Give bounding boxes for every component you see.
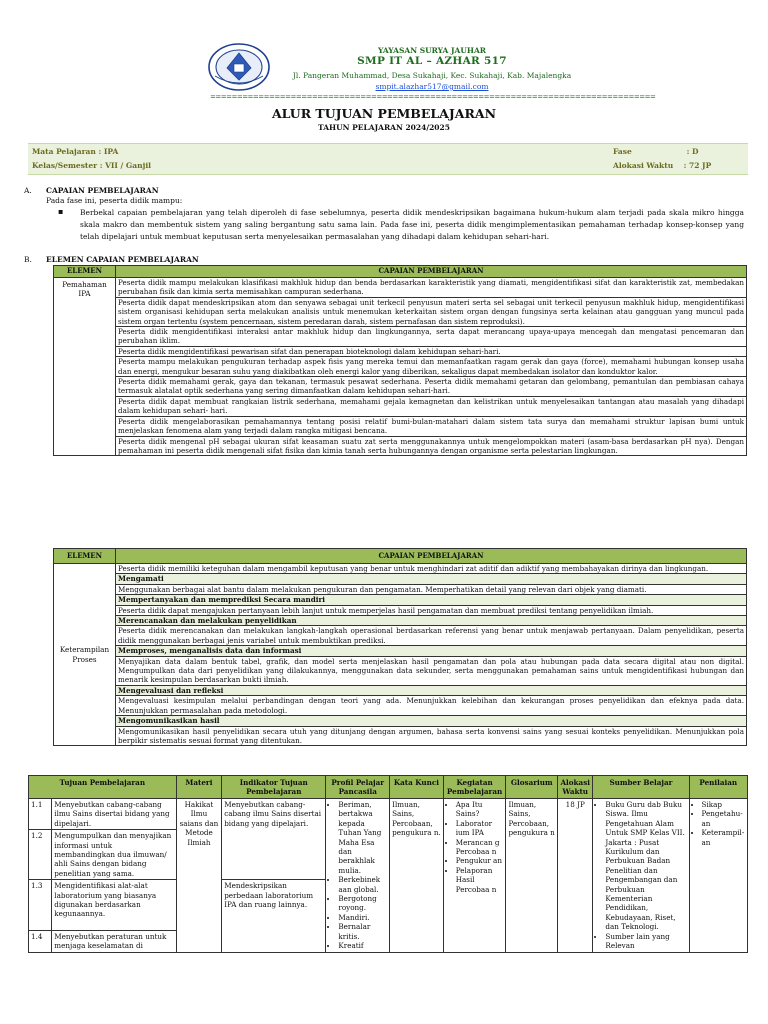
capaian-row: Peserta didik mampu melakukan klasifikasi makhluk hidup dan benda berdasarkan karakteristik yang diamati, mengidentifikasi sifat dan karakteristik zat, membedakan perubahan fisik dan kimia serta memisahkan campuran sederhana.: [116, 278, 747, 298]
skill-description: Mengomunikasikan hasil penyelidikan secara utuh yang ditunjang dengan argumen, bahasa serta konvensi sains yang sesuai konteks penyelidikan. Menunjukkan pola berpikir sistematis sesuai format yang ditentukan.: [116, 726, 747, 746]
elemen-header: ELEMEN: [54, 549, 116, 564]
header-sumber: Sumber Belajar: [593, 776, 689, 799]
header-kegiatan: Kegiatan Pembelajaran: [443, 776, 506, 799]
school-email-link[interactable]: smpit.alazhar517@gmail.com: [375, 82, 489, 91]
elemen-header: ELEMEN: [54, 266, 116, 278]
sumber-cell: [593, 799, 689, 953]
elemen-cell: Keterampilan Proses: [54, 564, 116, 746]
skill-heading: Merencanakan dan melakukan penyelidikan: [116, 616, 747, 626]
tp-text: Menyebutkan peraturan untuk menjaga keselamatan di: [52, 930, 176, 952]
capaian-row: Peserta mampu melakukan pengukuran terhadap aspek fisis yang mereka temui dan memanfaatkan ragam gerak dan gaya (force), memahami hubungan konsep usaha dan energi, mengukur besaran suhu yang diakibatkan oleh energi kalor yang diberikan, sekaligus dapat membedakan isolator dan konduktor kalor.: [116, 357, 747, 377]
profil-item: • Kreatif: [338, 941, 387, 950]
sumber-item: • Sumber lain yang Relevan: [605, 932, 686, 951]
subject-label: Mata Pelajaran : IPA: [32, 147, 119, 156]
kata-kunci-cell: Ilmuan, Sains, Percobaan, pengukura n.: [390, 799, 444, 953]
skill-heading: Mempertanyakan dan memprediksi Secara mandiri: [116, 595, 747, 605]
alokasi-cell: 18 JP: [558, 799, 593, 953]
phase-label: Fase : D: [613, 147, 699, 156]
indikator-cell: Mendeskripsikan perbedaan laboratorium IPA dan ruang lainnya.: [222, 880, 326, 952]
header-alokasi: Alokasi Waktu: [558, 776, 593, 799]
section-a-number: A.: [24, 186, 32, 195]
section-a-bullet-text: Berbekal capaian pembelajaran yang telah diperoleh di fase sebelumnya, peserta didik mendeskripsikan bagaimana hukum-hukum alam terjadi pada skala mikro hingga skala makro dan membentuk sistem yang saling bergantung satu sama lain. Pada fase ini, peserta didik mengimplementasikan pemahaman terhadap konsep-konsep yang telah dipelajari untuk membuat keputusan serta menyelesaikan permasalahan yang dihadapi dalam kehidupan sehari-hari.: [80, 208, 744, 241]
materi-cell: Hakikat Ilmu saians dan Metode Ilmiah: [176, 799, 222, 953]
learning-objectives-table: [28, 775, 748, 953]
skill-heading: Mengamati: [116, 574, 747, 584]
tp-number: 1.2: [29, 830, 52, 880]
tp-text: Mengidentifikasi alat-alat laboratorium yang biasanya digunakan berdasarkan kegunaannya.: [52, 880, 176, 930]
profil-item: • Beriman, bertakwa kepada Tuhan Yang Maha Esa dan berakhlak mulia.: [338, 800, 387, 875]
indikator-cell: Menyebutkan cabang-cabang ilmu Sains disertai bidang yang dipelajari.: [222, 799, 326, 880]
profil-item: • Mandiri.: [338, 913, 387, 922]
kegiatan-item: • Apa Itu Sains?: [456, 800, 504, 819]
course-info-band: [28, 143, 748, 175]
kegiatan-item: • Merancan g Percobaa n: [456, 838, 504, 857]
capaian-row: Peserta didik mengenal pH sebagai ukuran sifat keasaman suatu zat serta menggunakannya untuk mengelompokkan materi (asam-basa berdasarkan pH nya). Dengan pemahaman ini peserta didik mengenali sifat fisika dan kimia tanah serta hubungannya dengan organisme serta pelestarian lingkungan.: [116, 436, 747, 456]
section-a-heading: CAPAIAN PEMBELAJARAN: [46, 186, 159, 195]
skill-heading: Mengevaluasi dan refleksi: [116, 685, 747, 695]
skill-heading: Memproses, menganalisis data dan informasi: [116, 646, 747, 656]
header-indikator: Indikator Tujuan Pembelajaran: [222, 776, 326, 799]
glosarium-cell: Ilmuan, Sains, Percobaan, pengukura n: [506, 799, 558, 953]
academic-year: TAHUN PELAJARAN 2024/2025: [318, 123, 450, 132]
penilaian-cell: [689, 799, 747, 953]
header-penilaian: Penilaian: [689, 776, 747, 799]
letterhead-divider: ===================================================================================: [210, 93, 656, 101]
school-address: Jl. Pangeran Muhammad, Desa Sukahaji, Kec. Sukahaji, Kab. Majalengka: [292, 71, 572, 80]
bullet-marker: ▪: [58, 207, 64, 216]
capaian-row: Peserta didik memiliki keteguhan dalam mengambil keputusan yang benar untuk menghindari zat aditif dan adiktif yang membahayakan dirinya dan lingkungan.: [116, 564, 747, 574]
skill-description: Menggunakan berbagai alat bantu dalam melakukan pengukuran dan pengamatan. Memperhatikan detail yang relevan dari objek yang diamati.: [116, 584, 747, 594]
kegiatan-item: • Pelaporan Hasil Percobaa n: [456, 866, 504, 894]
tp-text: Mengumpulkan dan menyajikan informasi untuk membandingkan dua ilmuwan/ ahli Sains dengan bidang penelitian yang sama.: [52, 830, 176, 880]
header-tujuan: Tujuan Pembelajaran: [29, 776, 177, 799]
profil-cell: [326, 799, 390, 953]
capaian-row: Peserta didik memahami gerak, gaya dan tekanan, termasuk pesawat sederhana. Peserta didik memahami getaran dan gelombang, pemantulan dan pembiasan cahaya termasuk alatalat optik sederhana yang sering dimanfaatkan dalam kehidupan sehari-hari.: [116, 377, 747, 397]
header-materi: Materi: [176, 776, 222, 799]
penilaian-item: • Pengetahu-an: [702, 809, 745, 828]
kegiatan-cell: [443, 799, 506, 953]
time-allocation-label: Alokasi Waktu : 72 JP: [613, 161, 712, 170]
tp-number: 1.3: [29, 880, 52, 930]
section-b-number: B.: [24, 255, 32, 264]
sumber-item: • Buku Guru dab Buku Siswa. Ilmu Pengetahuan Alam Untuk SMP Kelas VII. Jakarta : Pusat Kurikulum dan Perbukuan Badan Penelitian dan Pengembangan dan Perbukuan Kementerian Pendidikan, Kebudayaan, Riset, dan Teknologi.: [605, 800, 686, 932]
class-semester-label: Kelas/Semester : VII / Ganjil: [32, 161, 152, 170]
capaian-row: Peserta didik mengidentifikasi interaksi antar makhluk hidup dan lingkungannya, serta dapat merancang upaya-upaya mencegah dan mengatasi pencemaran dan perubahan iklim.: [116, 327, 747, 347]
capaian-row: Peserta didik dapat mendeskripsikan atom dan senyawa sebagai unit terkecil penyusun materi serta sel sebagai unit terkecil penyusun makhluk hidup, mengidentifikasi sistem organisasi kehidupan serta melakukan analisis untuk menemukan keterkaitan sistem organ dengan fungsinya serta kelainan atau gangguan yang muncul pada sistem organ tertentu (system pencernaan, sistem peredaran darah, sistem pernafasan dan sistem reproduksi).: [116, 297, 747, 326]
profil-item: • Bergotong royong.: [338, 894, 387, 913]
skill-description: Menyajikan data dalam bentuk tabel, grafik, dan model serta menjelaskan hasil pengamatan dan pola atau hubungan pada data secara digital atau non digital. Mengumpulkan data dari penyelidikan yang dilakukannya, menggunakan data sekunder, serta menggunakan pemahaman sains untuk mengidentifikasi hubungan dan menarik kesimpulan berdasarkan bukti ilmiah.: [116, 656, 747, 685]
elemen-table-keterampilan: [53, 548, 747, 746]
header-kata-kunci: Kata Kunci: [390, 776, 444, 799]
kegiatan-item: • Pengukur an: [456, 856, 504, 865]
penilaian-item: • Sikap: [702, 800, 745, 809]
capaian-row: Peserta didik mengelaborasikan pemahamannya tentang posisi relatif bumi-bulan-matahari dalam sistem tata surya dan memahami struktur lapisan bumi untuk menjelaskan fenomena alam yang terjadi dalam rangka mitigasi bencana.: [116, 416, 747, 436]
penilaian-item: • Keterampil-an: [702, 828, 745, 847]
elemen-cell: Pemahaman IPA: [54, 278, 116, 456]
profil-item: • Berkebinek aan global.: [338, 875, 387, 894]
profil-item: • Bernalar kritis.: [338, 922, 387, 941]
skill-description: Peserta didik merencanakan dan melakukan langkah-langkah operasional berdasarkan referensi yang benar untuk menjawab pertanyaan. Dalam penyelidikan, peserta didik menggunakan berbagai jenis variabel untuk membuktikan prediksi.: [116, 626, 747, 646]
kegiatan-item: • Laborator ium IPA: [456, 819, 504, 838]
foundation-name: YAYASAN SURYA JAUHAR: [377, 46, 487, 55]
section-a-intro: Pada fase ini, peserta didik mampu:: [46, 196, 183, 205]
elemen-table-pemahaman: [53, 265, 747, 456]
capaian-header: CAPAIAN PEMBELAJARAN: [116, 266, 747, 278]
section-b-heading: ELEMEN CAPAIAN PEMBELAJARAN: [46, 255, 199, 264]
document-title: ALUR TUJUAN PEMBELAJARAN: [271, 106, 497, 121]
header-glosarium: Glosarium: [506, 776, 558, 799]
capaian-row: Peserta didik dapat membuat rangkaian listrik sederhana, memahami gejala kemagnetan dan kelistrikan untuk menyelesaikan tantangan atau masalah yang dihadapi dalam kehidupan sehari- hari.: [116, 396, 747, 416]
capaian-row: Peserta didik mengidentifikasi pewarisan sifat dan penerapan bioteknologi dalam kehidupan sehari-hari.: [116, 346, 747, 356]
skill-description: Mengevaluasi kesimpulan melalui perbandingan dengan teori yang ada. Menunjukkan kelebihan dan kekurangan proses penyelidikan dan efeknya pada data. Menunjukkan permasalahan pada metodologi.: [116, 696, 747, 716]
school-name: SMP IT AL – AZHAR 517: [357, 55, 507, 67]
tp-text: Menyebutkan cabang-cabang ilmu Sains disertai bidang yang dipelajari.: [52, 799, 176, 830]
header-profil: Profil Pelajar Pancasila: [326, 776, 390, 799]
tp-number: 1.4: [29, 930, 52, 952]
tp-number: 1.1: [29, 799, 52, 830]
skill-heading: Mengomunikasikan hasil: [116, 716, 747, 726]
skill-description: Peserta didik dapat mengajukan pertanyaan lebih lanjut untuk memperjelas hasil pengamatan dan membuat prediksi tentang penyelidikan ilmiah.: [116, 605, 747, 615]
capaian-header: CAPAIAN PEMBELAJARAN: [116, 549, 747, 564]
